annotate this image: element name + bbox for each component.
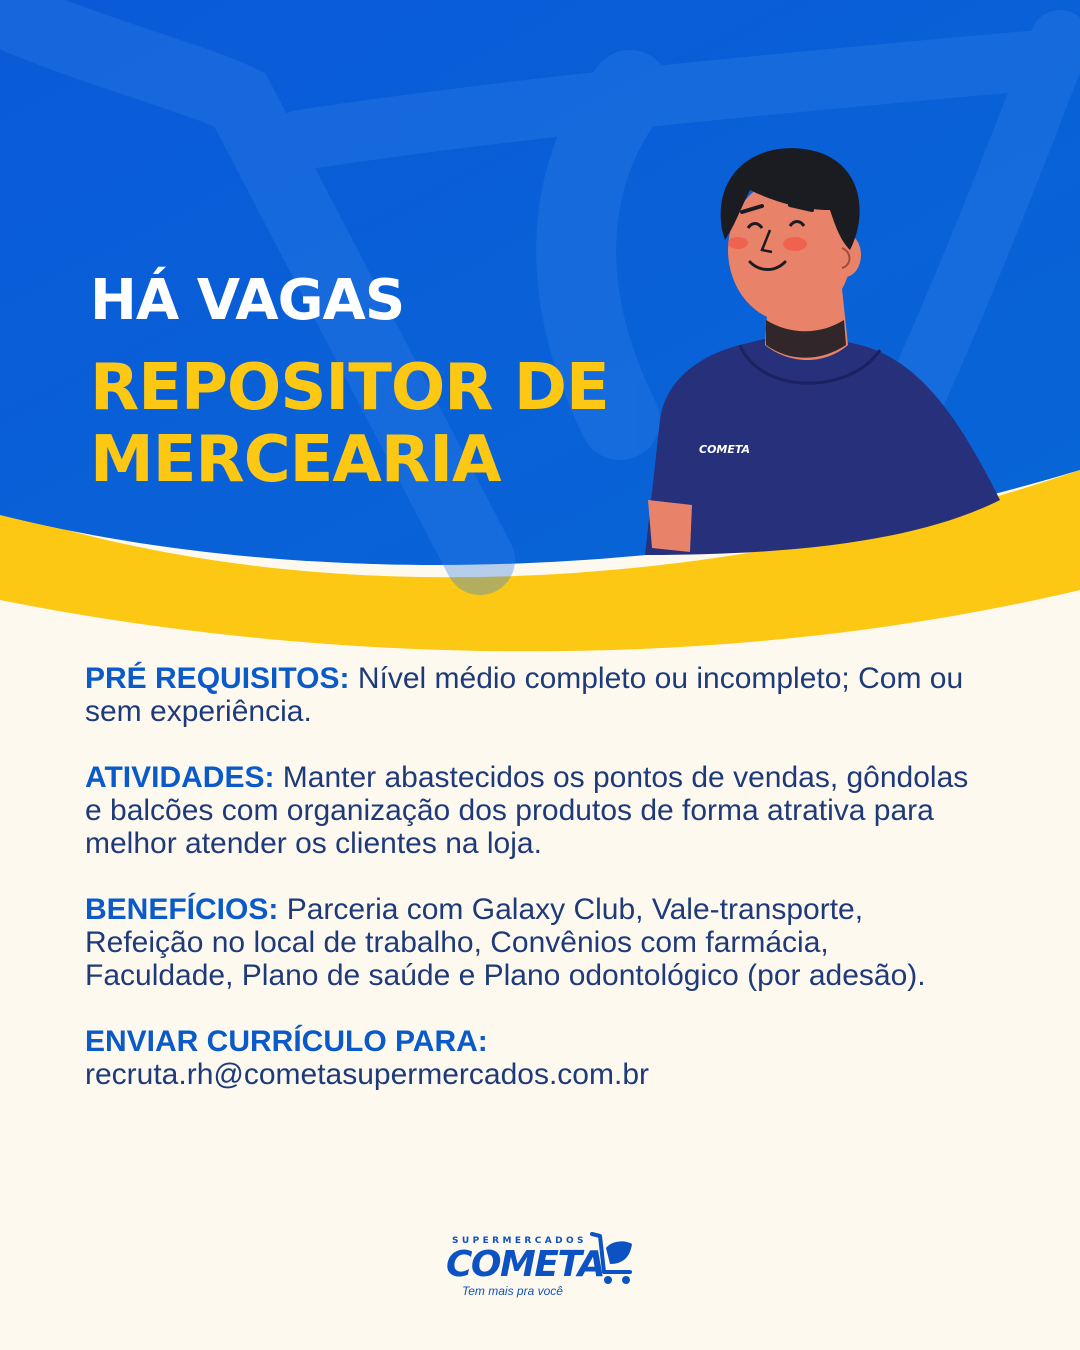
job-details: [85, 662, 985, 1124]
section-contact: [85, 1025, 985, 1091]
section-label: BENEFÍCIOS:: [85, 893, 279, 926]
section-activities: [85, 761, 985, 860]
section-benefits: [85, 893, 985, 992]
section-label: ATIVIDADES:: [85, 761, 275, 794]
section-text: Nível médio completo ou incompleto; Com ou sem experiência.: [85, 662, 964, 728]
section-label: PRÉ REQUISITOS:: [85, 662, 350, 695]
section-text: Manter abastecidos os pontos de vendas, gôndolas e balcões com organização dos produtos de forma atrativa para melhor atender os clientes na loja.: [85, 761, 969, 860]
section-text: Parceria com Galaxy Club, Vale-transporte, Refeição no local de trabalho, Convênios com farmácia, Faculdade, Plano de saúde e Plano odontológico (por adesão).: [85, 893, 926, 992]
section-label: ENVIAR CURRÍCULO PARA:: [85, 1025, 488, 1058]
job-position: REPOSITOR DE MERCEARIA: [90, 351, 609, 497]
logo-tagline: Tem mais pra você: [462, 1284, 563, 1298]
section-requirements: [85, 662, 985, 728]
logo-supermercados-text: SUPERMERCADOS: [452, 1236, 587, 1246]
cometa-logo: [440, 1222, 640, 1302]
logo-brand-text: COMETA: [446, 1244, 605, 1285]
page-title: HÁ VAGAS: [90, 268, 405, 333]
shopping-cart-icon: [590, 1228, 636, 1288]
arm: [648, 500, 692, 552]
contact-email[interactable]: recruta.rh@cometasupermercados.com.br: [85, 1058, 649, 1091]
shirt-logo-text: COMETA: [699, 443, 751, 456]
